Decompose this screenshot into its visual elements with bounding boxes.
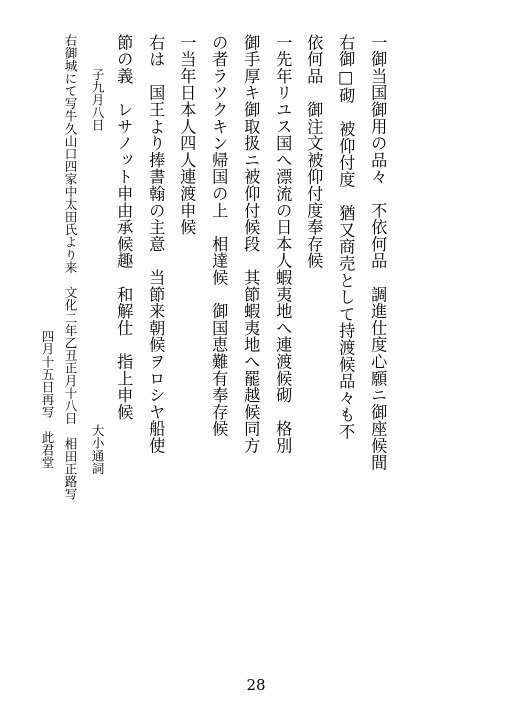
text-column-9: 節の義 レサノット申由承候趣 和解仕 指上申候 xyxy=(114,34,134,421)
text-column-2: 右御□砌 被仰付度 猶又商売として持渡候品々も不 xyxy=(336,34,356,440)
text-column-8: 右は 国王より捧書翰の主意 当節来朝候ヲロシヤ船使 xyxy=(146,34,166,454)
date-line: 子九月八日 xyxy=(89,68,105,131)
page-number: 28 xyxy=(246,676,266,694)
text-column-7: 一当年日本人四人連渡申候 xyxy=(177,34,197,236)
colophon-line-2: 四月十五日再写 此君堂 xyxy=(39,330,55,469)
colophon-line-1: 右御城にて写牛久山口四家中太田氏より来 文化二年乙丑正月十八日 相田正路写 xyxy=(62,34,78,501)
text-column-6: の者ラツクキン帰国の上 相達候 御国恵難有奉存候 xyxy=(209,34,229,438)
text-column-5: 御手厚キ御取扱ニ被仰付候段 其節蝦夷地へ罷越候同方 xyxy=(241,34,261,454)
interpreter-signature: 大小通詞 xyxy=(89,424,105,475)
text-column-1: 一御当国御用の品々 不依何品 調進仕度心願ニ御座候間 xyxy=(368,34,388,471)
text-column-4: 一先年リユス国へ漂流の日本人蝦夷地へ連渡候砌 格別 xyxy=(273,34,293,454)
text-column-3: 依何品 御注文被仰付度奉存候 xyxy=(304,34,324,270)
